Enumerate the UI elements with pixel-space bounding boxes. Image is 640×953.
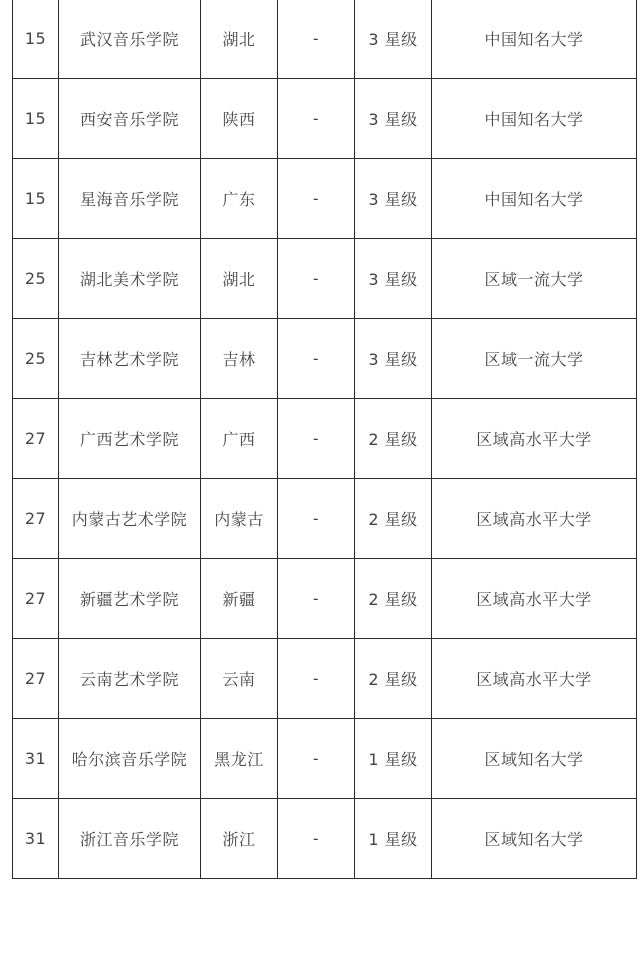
province-cell: 黑龙江	[201, 719, 278, 799]
rank-cell: 27	[13, 479, 59, 559]
rank-cell: 25	[13, 239, 59, 319]
star-rating-cell: 2 星级	[355, 559, 432, 639]
table-row	[13, 799, 637, 879]
province-cell: 云南	[201, 639, 278, 719]
level-cell: 区域高水平大学	[432, 559, 637, 639]
rank-cell: 25	[13, 319, 59, 399]
rank-cell: 27	[13, 639, 59, 719]
star-rating-cell: 1 星级	[355, 799, 432, 879]
star-rating-cell: 2 星级	[355, 399, 432, 479]
university-name-cell: 武汉音乐学院	[59, 0, 201, 79]
level-cell: 区域知名大学	[432, 799, 637, 879]
table-row	[13, 479, 637, 559]
province-cell: 陕西	[201, 79, 278, 159]
province-cell: 广西	[201, 399, 278, 479]
level-cell: 区域高水平大学	[432, 639, 637, 719]
university-name-cell: 浙江音乐学院	[59, 799, 201, 879]
province-cell: 吉林	[201, 319, 278, 399]
star-rating-cell: 3 星级	[355, 79, 432, 159]
table-row	[13, 79, 637, 159]
university-name-cell: 吉林艺术学院	[59, 319, 201, 399]
score-cell: -	[278, 0, 355, 79]
score-cell: -	[278, 639, 355, 719]
university-name-cell: 新疆艺术学院	[59, 559, 201, 639]
level-cell: 区域一流大学	[432, 319, 637, 399]
star-rating-cell: 3 星级	[355, 159, 432, 239]
rank-cell: 31	[13, 719, 59, 799]
level-cell: 区域高水平大学	[432, 479, 637, 559]
table-row	[13, 719, 637, 799]
level-cell: 区域高水平大学	[432, 399, 637, 479]
table-row	[13, 639, 637, 719]
star-rating-cell: 2 星级	[355, 479, 432, 559]
university-name-cell: 西安音乐学院	[59, 79, 201, 159]
score-cell: -	[278, 799, 355, 879]
province-cell: 湖北	[201, 0, 278, 79]
rank-cell: 15	[13, 159, 59, 239]
rank-cell: 27	[13, 399, 59, 479]
score-cell: -	[278, 559, 355, 639]
rank-cell: 15	[13, 0, 59, 79]
star-rating-cell: 1 星级	[355, 719, 432, 799]
star-rating-cell: 2 星级	[355, 639, 432, 719]
province-cell: 内蒙古	[201, 479, 278, 559]
score-cell: -	[278, 159, 355, 239]
level-cell: 中国知名大学	[432, 159, 637, 239]
university-name-cell: 广西艺术学院	[59, 399, 201, 479]
score-cell: -	[278, 719, 355, 799]
score-cell: -	[278, 319, 355, 399]
level-cell: 区域一流大学	[432, 239, 637, 319]
table-row	[13, 239, 637, 319]
star-rating-cell: 3 星级	[355, 0, 432, 79]
university-name-cell: 内蒙古艺术学院	[59, 479, 201, 559]
ranking-table	[12, 0, 637, 879]
province-cell: 湖北	[201, 239, 278, 319]
table-row	[13, 319, 637, 399]
rank-cell: 27	[13, 559, 59, 639]
score-cell: -	[278, 399, 355, 479]
university-name-cell: 湖北美术学院	[59, 239, 201, 319]
level-cell: 区域知名大学	[432, 719, 637, 799]
level-cell: 中国知名大学	[432, 0, 637, 79]
rank-cell: 31	[13, 799, 59, 879]
university-name-cell: 星海音乐学院	[59, 159, 201, 239]
score-cell: -	[278, 239, 355, 319]
level-cell: 中国知名大学	[432, 79, 637, 159]
score-cell: -	[278, 79, 355, 159]
province-cell: 浙江	[201, 799, 278, 879]
table-row	[13, 159, 637, 239]
university-name-cell: 云南艺术学院	[59, 639, 201, 719]
score-cell: -	[278, 479, 355, 559]
province-cell: 广东	[201, 159, 278, 239]
table-row	[13, 399, 637, 479]
university-name-cell: 哈尔滨音乐学院	[59, 719, 201, 799]
province-cell: 新疆	[201, 559, 278, 639]
star-rating-cell: 3 星级	[355, 319, 432, 399]
table-row	[13, 0, 637, 79]
rank-cell: 15	[13, 79, 59, 159]
table-row	[13, 559, 637, 639]
star-rating-cell: 3 星级	[355, 239, 432, 319]
